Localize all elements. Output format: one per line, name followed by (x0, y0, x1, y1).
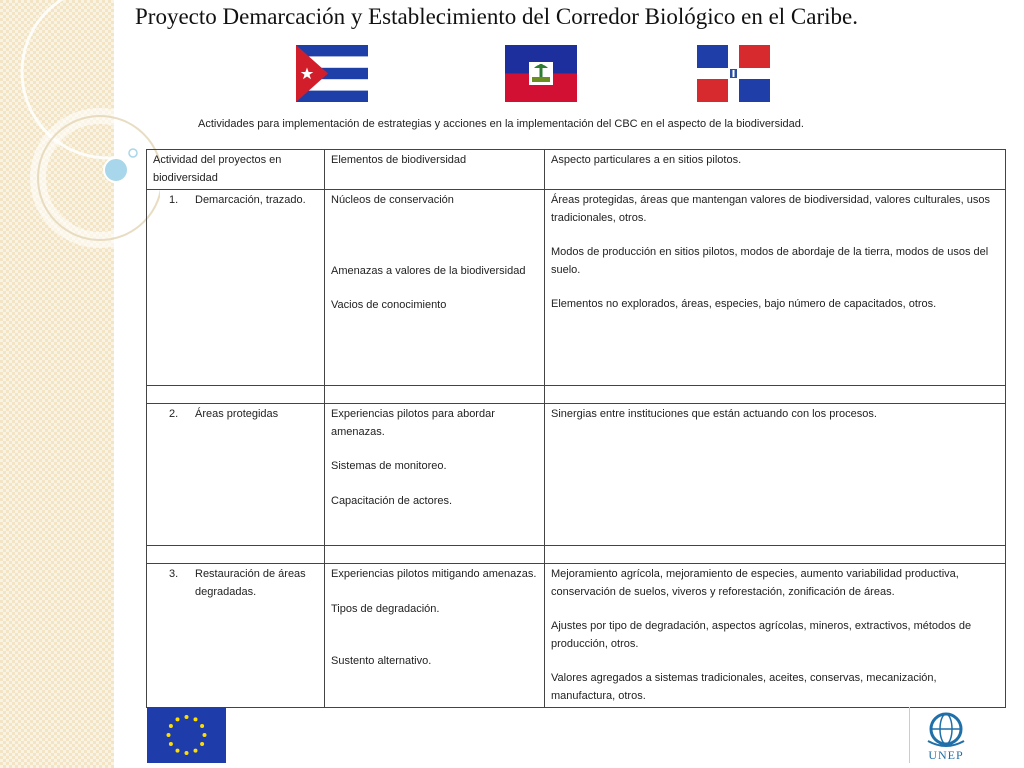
elements-cell (325, 564, 545, 708)
element-item: Vacios de conocimiento (331, 299, 447, 311)
header-aspects: Aspecto particulares a en sitios pilotos. (545, 150, 1006, 190)
table-row (147, 564, 1006, 708)
activity-cell (147, 404, 325, 546)
elements-cell (325, 404, 545, 546)
aspects-cell (545, 190, 1006, 386)
activity-number: 3. (169, 568, 179, 580)
activity-name: Demarcación, trazado. (195, 194, 306, 206)
activity-number: 1. (169, 194, 179, 206)
cuba-flag-icon (296, 45, 368, 102)
table-row (147, 190, 1006, 386)
activity-cell (147, 190, 325, 386)
aspect-item: Modos de producción en sitios pilotos, modos de abordaje de la tierra, modos de usos del suelo. (551, 246, 989, 276)
elements-cell (325, 190, 545, 386)
aspect-item: Mejoramiento agrícola, mejoramiento de especies, aumento variabilidad productiva, conservación de suelos, viveros y reforestación, zonificación de áreas. (551, 568, 959, 598)
aspect-item: Áreas protegidas, áreas que mantengan valores de biodiversidad, valores culturales, usos tradicionales, otros. (551, 194, 991, 224)
element-item: Capacitación de actores. (331, 494, 453, 507)
slide-title: Proyecto Demarcación y Establecimiento del Corredor Biológico en el Caribe. (135, 4, 858, 29)
eu-flag-icon (147, 707, 226, 763)
element-item: Sistemas de monitoreo. (331, 460, 447, 472)
activity-cell (147, 564, 325, 708)
activity-name: Áreas protegidas (195, 408, 279, 420)
aspect-item: Elementos no explorados, áreas, especies, bajo número de capacitados, otros. (551, 298, 937, 310)
activity-number: 2. (169, 408, 179, 420)
element-item: Amenazas a valores de la biodiversidad (331, 264, 526, 277)
aspects-cell (545, 404, 1006, 546)
table-caption: Actividades para implementación de estrategias y acciones en la implementación del CBC en el aspecto de la biodiversidad. (198, 118, 804, 130)
aspect-item: Ajustes por tipo de degradación, aspectos agrícolas, mineros, extractivos, métodos de producción, otros. (551, 620, 972, 650)
element-item: Experiencias pilotos para abordar amenazas. (331, 408, 495, 438)
decorative-rings (0, 0, 160, 300)
activity-name: Restauración de áreas degradadas. (195, 568, 306, 598)
header-elements: Elementos de biodiversidad (325, 150, 545, 190)
spacer-row (147, 386, 1006, 404)
biodiversity-activities-table (146, 149, 1006, 708)
aspect-item: Sinergias entre instituciones que están actuando con los procesos. (551, 408, 877, 420)
unep-label: UNEP (928, 748, 964, 762)
dominican-republic-flag-icon (697, 45, 770, 102)
element-item: Sustento alternativo. (331, 655, 432, 667)
element-item: Tipos de degradación. (331, 602, 440, 615)
spacer-row (147, 546, 1006, 564)
table-row (147, 404, 1006, 546)
element-item: Experiencias pilotos mitigando amenazas. (331, 568, 537, 580)
logo-divider (909, 707, 910, 763)
haiti-flag-icon (505, 45, 577, 102)
aspect-item: Valores agregados a sistemas tradicionales, aceites, conservas, mecanización, manufactura, otros. (551, 672, 937, 702)
table-header-row (147, 150, 1006, 190)
element-item: Núcleos de conservación (331, 194, 454, 206)
header-activity: Actividad del proyectos en biodiversidad (147, 150, 325, 190)
unep-logo-icon (920, 711, 972, 751)
aspects-cell (545, 564, 1006, 708)
